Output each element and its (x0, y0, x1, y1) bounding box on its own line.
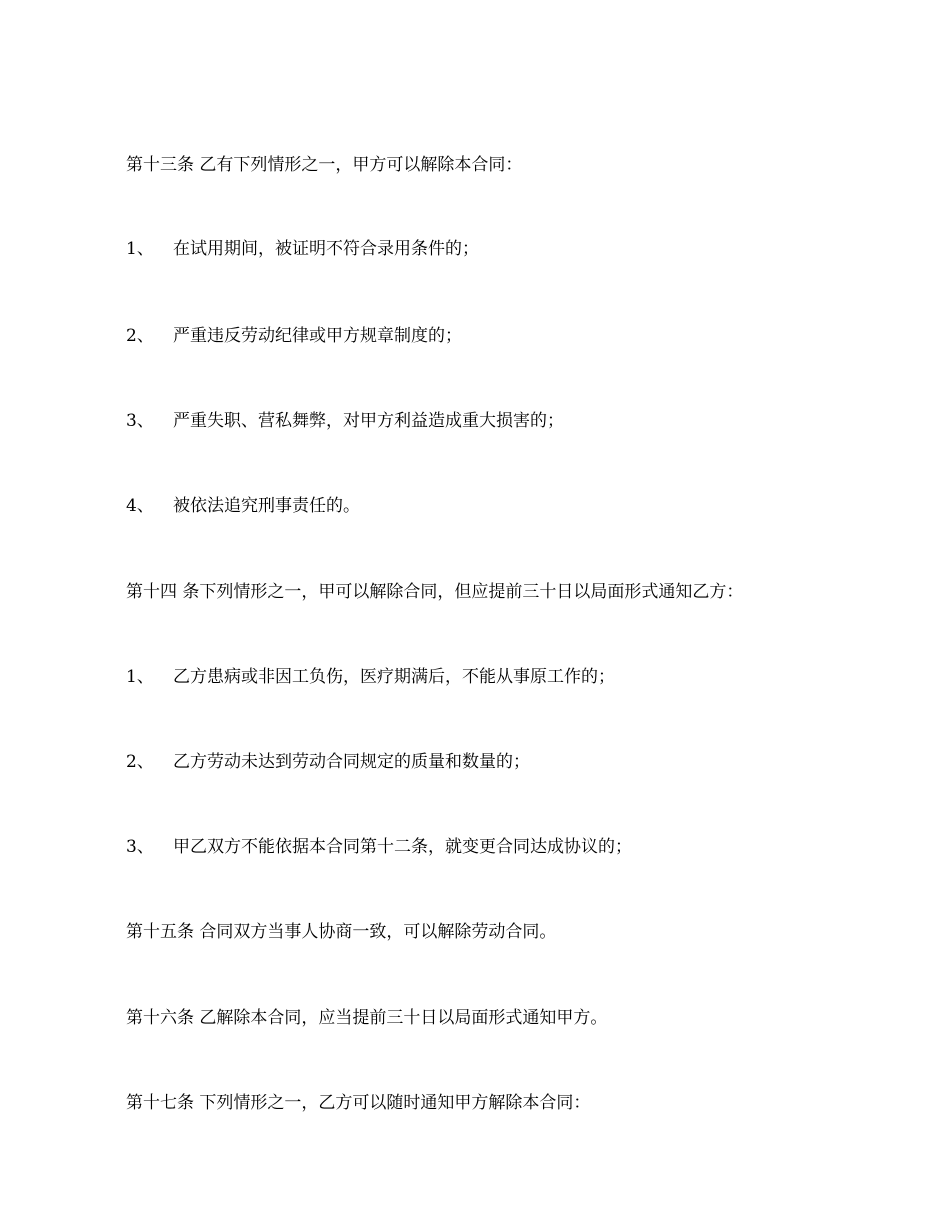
article-13-heading: 第十三条 乙有下列情形之一，甲方可以解除本合同： (126, 155, 523, 175)
article-14-item-3-number: 3、 (126, 837, 154, 857)
article-13-item-2-number: 2、 (126, 326, 154, 346)
article-13-item-1-number: 1、 (126, 239, 154, 259)
article-14-item-1-text: 乙方患病或非因工负伤，医疗期满后，不能从事原工作的； (173, 667, 615, 687)
article-13-item-3-number: 3、 (126, 411, 154, 431)
article-13-item-2-text: 严重违反劳动纪律或甲方规章制度的； (173, 326, 462, 346)
article-16-heading: 第十六条 乙解除本合同，应当提前三十日以局面形式通知甲方。 (126, 1008, 608, 1028)
article-17-heading: 第十七条 下列情形之一，乙方可以随时通知甲方解除本合同： (126, 1093, 591, 1113)
article-14-item-1-number: 1、 (126, 667, 154, 687)
article-13-item-4-text: 被依法追究刑事责任的。 (173, 496, 360, 516)
article-15-heading: 第十五条 合同双方当事人协商一致，可以解除劳动合同。 (126, 922, 557, 942)
article-14-item-2-number: 2、 (126, 752, 154, 772)
article-13-item-3-text: 严重失职、营私舞弊，对甲方利益造成重大损害的； (173, 411, 564, 431)
article-13-item-4-number: 4、 (126, 496, 154, 516)
article-14-heading: 第十四 条下列情形之一，甲可以解除合同，但应提前三十日以局面形式通知乙方： (126, 582, 744, 602)
article-14-item-3-text: 甲乙双方不能依据本合同第十二条，就变更合同达成协议的； (173, 837, 632, 857)
article-14-item-2-text: 乙方劳动未达到劳动合同规定的质量和数量的； (173, 752, 530, 772)
article-13-item-1-text: 在试用期间，被证明不符合录用条件的； (173, 239, 479, 259)
